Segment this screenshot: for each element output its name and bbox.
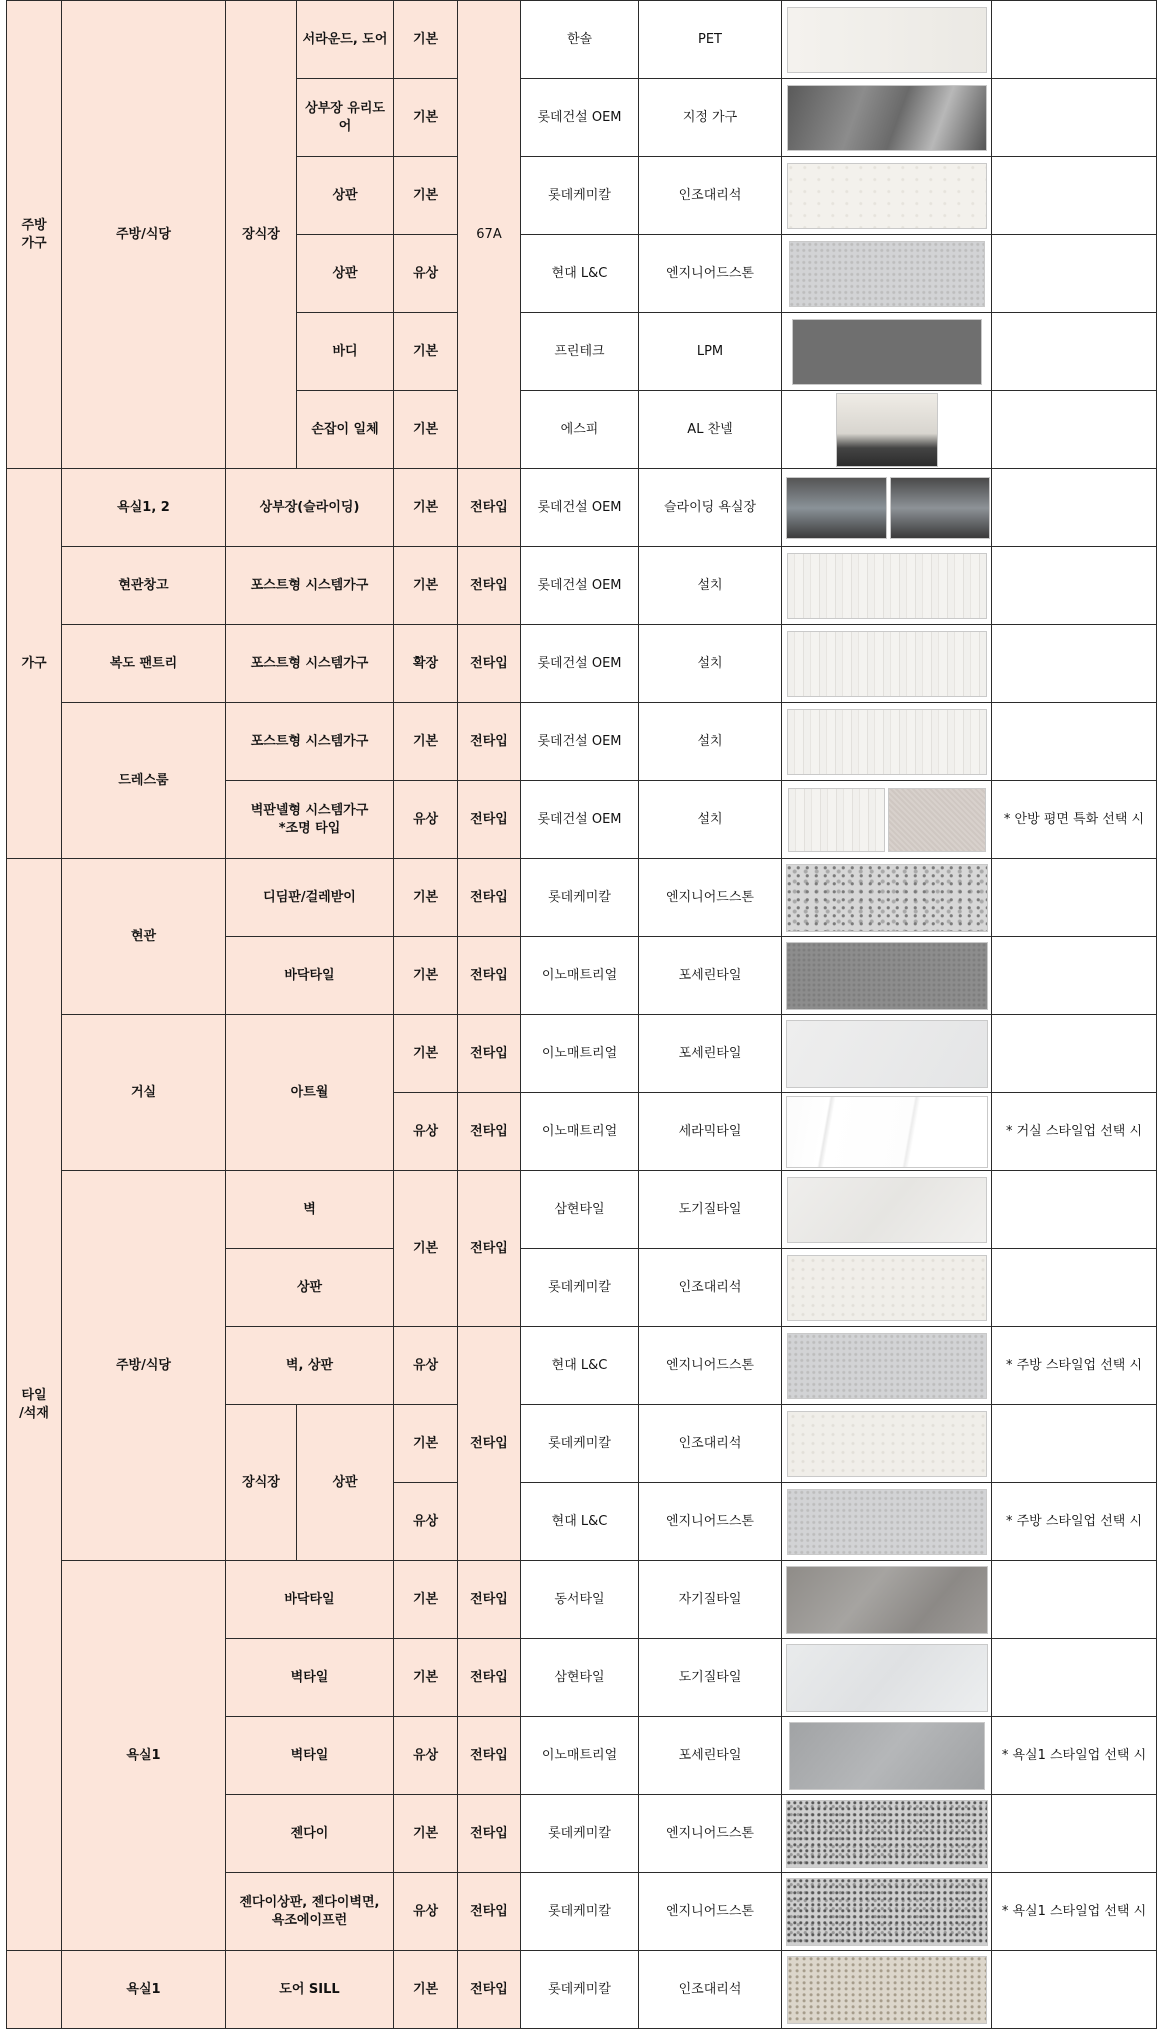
maker: 현대 L&C (521, 1483, 639, 1561)
option: 기본 (394, 937, 458, 1015)
swatch (782, 157, 992, 235)
note (992, 1171, 1157, 1249)
swatch (782, 703, 992, 781)
swatch (782, 79, 992, 157)
material: 엔지니어드스톤 (639, 859, 782, 937)
option: 기본 (394, 1, 458, 79)
maker: 롯데케미칼 (521, 1873, 639, 1951)
note (992, 1249, 1157, 1327)
type-code: 67A (458, 1, 521, 469)
swatch (782, 1171, 992, 1249)
material: 슬라이딩 욕실장 (639, 469, 782, 547)
material: 엔지니어드스톤 (639, 1795, 782, 1873)
type: 전타입 (458, 1327, 521, 1561)
material: 도기질타일 (639, 1171, 782, 1249)
item: 바닥타일 (226, 937, 394, 1015)
type: 전타입 (458, 1171, 521, 1327)
note (992, 1, 1157, 79)
space-entrance: 현관 (62, 859, 226, 1015)
swatch (782, 313, 992, 391)
space-dressroom: 드레스룸 (62, 703, 226, 859)
option: 기본 (394, 1171, 458, 1327)
item-counter: 상판 (297, 1405, 394, 1561)
option: 유상 (394, 1327, 458, 1405)
option: 유상 (394, 1483, 458, 1561)
option: 유상 (394, 781, 458, 859)
type: 전타입 (458, 469, 521, 547)
note (992, 703, 1157, 781)
material: 자기질타일 (639, 1561, 782, 1639)
material: 포세린타일 (639, 1015, 782, 1093)
note: * 욕실1 스타일업 선택 시 (992, 1717, 1157, 1795)
type: 전타입 (458, 937, 521, 1015)
note (992, 1795, 1157, 1873)
item: 젠다이 (226, 1795, 394, 1873)
option: 기본 (394, 391, 458, 469)
swatch (782, 1951, 992, 2029)
space-bath1: 욕실1 (62, 1951, 226, 2029)
maker: 현대 L&C (521, 235, 639, 313)
material: AL 찬넬 (639, 391, 782, 469)
type: 전타입 (458, 547, 521, 625)
swatch (782, 625, 992, 703)
type: 전타입 (458, 1639, 521, 1717)
option: 유상 (394, 1717, 458, 1795)
maker: 롯데건설 OEM (521, 703, 639, 781)
option: 기본 (394, 1015, 458, 1093)
maker: 롯데케미칼 (521, 1951, 639, 2029)
material: PET (639, 1, 782, 79)
maker: 롯데케미칼 (521, 1405, 639, 1483)
note (992, 157, 1157, 235)
maker: 롯데건설 OEM (521, 781, 639, 859)
maker: 이노매트리얼 (521, 1093, 639, 1171)
option: 기본 (394, 1561, 458, 1639)
space-hall-pantry: 복도 팬트리 (62, 625, 226, 703)
category-furniture: 가구 (7, 469, 62, 859)
item: 상부장(슬라이딩) (226, 469, 394, 547)
item-wall: 벽 (226, 1171, 394, 1249)
material: LPM (639, 313, 782, 391)
note (992, 235, 1157, 313)
maker: 프린테크 (521, 313, 639, 391)
material: 엔지니어드스톤 (639, 235, 782, 313)
item: 도어 SILL (226, 1951, 394, 2029)
item: 벽판넬형 시스템가구 *조명 타입 (226, 781, 394, 859)
maker: 삼현타일 (521, 1171, 639, 1249)
category-blank (7, 1951, 62, 2029)
space-kitchen-dining: 주방/식당 (62, 1, 226, 469)
maker: 롯데건설 OEM (521, 625, 639, 703)
option: 확장 (394, 625, 458, 703)
swatch (782, 1717, 992, 1795)
option: 유상 (394, 1873, 458, 1951)
material: 인조대리석 (639, 157, 782, 235)
type: 전타입 (458, 1015, 521, 1093)
type: 전타입 (458, 1951, 521, 2029)
note (992, 79, 1157, 157)
note: * 욕실1 스타일업 선택 시 (992, 1873, 1157, 1951)
swatch (782, 1639, 992, 1717)
note (992, 1405, 1157, 1483)
swatch (782, 1, 992, 79)
space-bath1: 욕실1 (62, 1561, 226, 1951)
sub-decor-cabinet: 장식장 (226, 1, 297, 469)
maker: 이노매트리얼 (521, 937, 639, 1015)
material: 포세린타일 (639, 1717, 782, 1795)
swatch (782, 469, 992, 547)
category-kitchen-furniture: 주방 가구 (7, 1, 62, 469)
item-counter: 상판 (226, 1249, 394, 1327)
note (992, 1639, 1157, 1717)
maker: 삼현타일 (521, 1639, 639, 1717)
maker: 롯데건설 OEM (521, 547, 639, 625)
swatch (782, 1561, 992, 1639)
option: 유상 (394, 235, 458, 313)
option: 기본 (394, 313, 458, 391)
material: 설치 (639, 547, 782, 625)
note (992, 859, 1157, 937)
space-kitchen-dining: 주방/식당 (62, 1171, 226, 1561)
item: 포스트형 시스템가구 (226, 547, 394, 625)
type: 전타입 (458, 1561, 521, 1639)
swatch (782, 859, 992, 937)
maker: 한솔 (521, 1, 639, 79)
category-tile-stone: 타일 /석재 (7, 859, 62, 1951)
material: 엔지니어드스톤 (639, 1327, 782, 1405)
type: 전타입 (458, 859, 521, 937)
swatch (782, 1093, 992, 1171)
spec-table (6, 0, 1157, 2029)
item: 디딤판/걸레받이 (226, 859, 394, 937)
item-artwall: 아트월 (226, 1015, 394, 1171)
item: 벽타일 (226, 1717, 394, 1795)
material: 인조대리석 (639, 1951, 782, 2029)
swatch (782, 1873, 992, 1951)
note (992, 1951, 1157, 2029)
maker: 롯데건설 OEM (521, 79, 639, 157)
swatch (782, 937, 992, 1015)
option: 기본 (394, 703, 458, 781)
item: 포스트형 시스템가구 (226, 703, 394, 781)
space-entry-storage: 현관창고 (62, 547, 226, 625)
maker: 이노매트리얼 (521, 1015, 639, 1093)
space-bath12: 욕실1, 2 (62, 469, 226, 547)
type: 전타입 (458, 1795, 521, 1873)
swatch (782, 235, 992, 313)
swatch (782, 1483, 992, 1561)
swatch (782, 1405, 992, 1483)
maker: 롯데케미칼 (521, 1795, 639, 1873)
item: 벽타일 (226, 1639, 394, 1717)
material: 포세린타일 (639, 937, 782, 1015)
swatch (782, 1249, 992, 1327)
material: 인조대리석 (639, 1249, 782, 1327)
material: 엔지니어드스톤 (639, 1873, 782, 1951)
swatch (782, 1795, 992, 1873)
option: 기본 (394, 1951, 458, 2029)
maker: 롯데케미칼 (521, 1249, 639, 1327)
note (992, 469, 1157, 547)
material: 도기질타일 (639, 1639, 782, 1717)
item: 상판 (297, 235, 394, 313)
maker: 롯데케미칼 (521, 157, 639, 235)
item: 바닥타일 (226, 1561, 394, 1639)
note (992, 625, 1157, 703)
type: 전타입 (458, 1093, 521, 1171)
type: 전타입 (458, 1873, 521, 1951)
material: 지정 가구 (639, 79, 782, 157)
option: 기본 (394, 157, 458, 235)
material: 설치 (639, 625, 782, 703)
maker: 이노매트리얼 (521, 1717, 639, 1795)
type: 전타입 (458, 1717, 521, 1795)
maker: 롯데케미칼 (521, 859, 639, 937)
type: 전타입 (458, 703, 521, 781)
swatch (782, 547, 992, 625)
maker: 롯데건설 OEM (521, 469, 639, 547)
item: 바디 (297, 313, 394, 391)
material: 엔지니어드스톤 (639, 1483, 782, 1561)
option: 유상 (394, 1093, 458, 1171)
type: 전타입 (458, 781, 521, 859)
note (992, 1561, 1157, 1639)
option: 기본 (394, 1795, 458, 1873)
option: 기본 (394, 1405, 458, 1483)
option: 기본 (394, 859, 458, 937)
material: 설치 (639, 781, 782, 859)
note (992, 1015, 1157, 1093)
note (992, 937, 1157, 1015)
swatch (782, 1015, 992, 1093)
maker: 동서타일 (521, 1561, 639, 1639)
option: 기본 (394, 547, 458, 625)
maker: 에스피 (521, 391, 639, 469)
sub-decor-cabinet: 장식장 (226, 1405, 297, 1561)
option: 기본 (394, 79, 458, 157)
note: * 안방 평면 특화 선택 시 (992, 781, 1157, 859)
swatch (782, 1327, 992, 1405)
item: 손잡이 일체 (297, 391, 394, 469)
item: 젠다이상판, 젠다이벽면, 욕조에이프런 (226, 1873, 394, 1951)
option: 기본 (394, 1639, 458, 1717)
type: 전타입 (458, 625, 521, 703)
note (992, 391, 1157, 469)
swatch (782, 781, 992, 859)
item: 상판 (297, 157, 394, 235)
option: 기본 (394, 469, 458, 547)
note: * 주방 스타일업 선택 시 (992, 1327, 1157, 1405)
note (992, 313, 1157, 391)
item: 포스트형 시스템가구 (226, 625, 394, 703)
material: 세라믹타일 (639, 1093, 782, 1171)
item: 상부장 유리도어 (297, 79, 394, 157)
space-living: 거실 (62, 1015, 226, 1171)
item: 서라운드, 도어 (297, 1, 394, 79)
material: 인조대리석 (639, 1405, 782, 1483)
maker: 현대 L&C (521, 1327, 639, 1405)
swatch (782, 391, 992, 469)
item-wall-counter: 벽, 상판 (226, 1327, 394, 1405)
material: 설치 (639, 703, 782, 781)
note: * 거실 스타일업 선택 시 (992, 1093, 1157, 1171)
note: * 주방 스타일업 선택 시 (992, 1483, 1157, 1561)
note (992, 547, 1157, 625)
